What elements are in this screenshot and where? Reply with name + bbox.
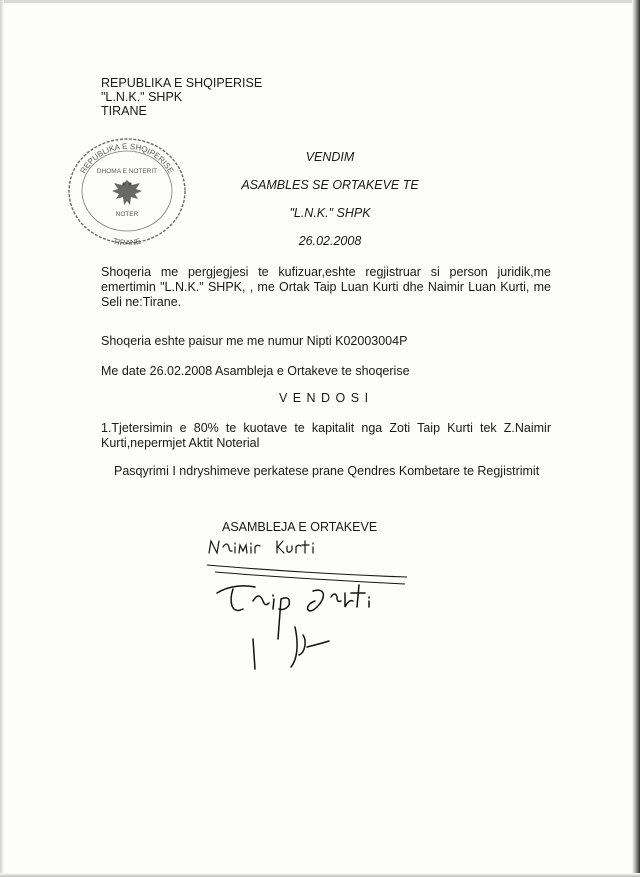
scan-edge-right bbox=[632, 0, 640, 877]
heading-vendosi: V E N D O S I bbox=[278, 391, 370, 405]
stamp-inner-text: DHOMA E NOTERIT bbox=[96, 168, 158, 175]
paragraph-company-registration: Shoqeria me pergjegjesi te kufizuar,eshte regjistruar si person juridik,me emertimin "L.N.K." SHPK, , me Ortak Taip Luan Kurti dhe Naimir Luan Kurti, me Seli ne:Tirane. bbox=[101, 265, 551, 309]
signature-heading: ASAMBLEJA E ORTAKEVE bbox=[222, 520, 378, 534]
stamp-city: TIRANE bbox=[111, 236, 142, 245]
title-asamble: ASAMBLES SE ORTAKEVE TE bbox=[241, 178, 419, 192]
stamp-bottom-text: NOTER bbox=[115, 211, 139, 218]
header-city: TIRANE bbox=[101, 104, 147, 118]
paragraph-nipt: Shoqeria eshte paisur me me numur Nipti K02003004P bbox=[101, 334, 408, 348]
header-company: "L.N.K." SHPK bbox=[101, 90, 183, 104]
stamp-ring-text: REPUBLIKA E SHQIPERISE bbox=[78, 141, 176, 176]
scan-edge-left bbox=[0, 0, 4, 877]
title-company: "L.N.K." SHPK bbox=[289, 206, 371, 220]
header-country: REPUBLIKA E SHQIPERISE bbox=[101, 76, 263, 90]
scan-edge-bottom bbox=[0, 873, 640, 877]
decision-transfer: 1.Tjetersimin e 80% te kuotave te kapitalit nga Zoti Taip Kurti tek Z.Naimir Kurti,nepermjet Aktit Noterial bbox=[101, 421, 551, 450]
title-date: 26.02.2008 bbox=[298, 234, 362, 248]
title-vendim: VENDIM bbox=[305, 150, 355, 164]
signature-naimir-icon bbox=[209, 541, 313, 553]
handwritten-signatures bbox=[195, 535, 430, 695]
decision-registration: Pasqyrimi I ndryshimeve perkatese prane Qendres Kombetare te Regjistrimit bbox=[114, 464, 540, 478]
paragraph-assembly-date: Me date 26.02.2008 Asambleja e Ortakeve te shoqerise bbox=[101, 364, 410, 378]
scan-edge-top bbox=[0, 0, 640, 3]
signature-taip-icon bbox=[217, 585, 369, 669]
